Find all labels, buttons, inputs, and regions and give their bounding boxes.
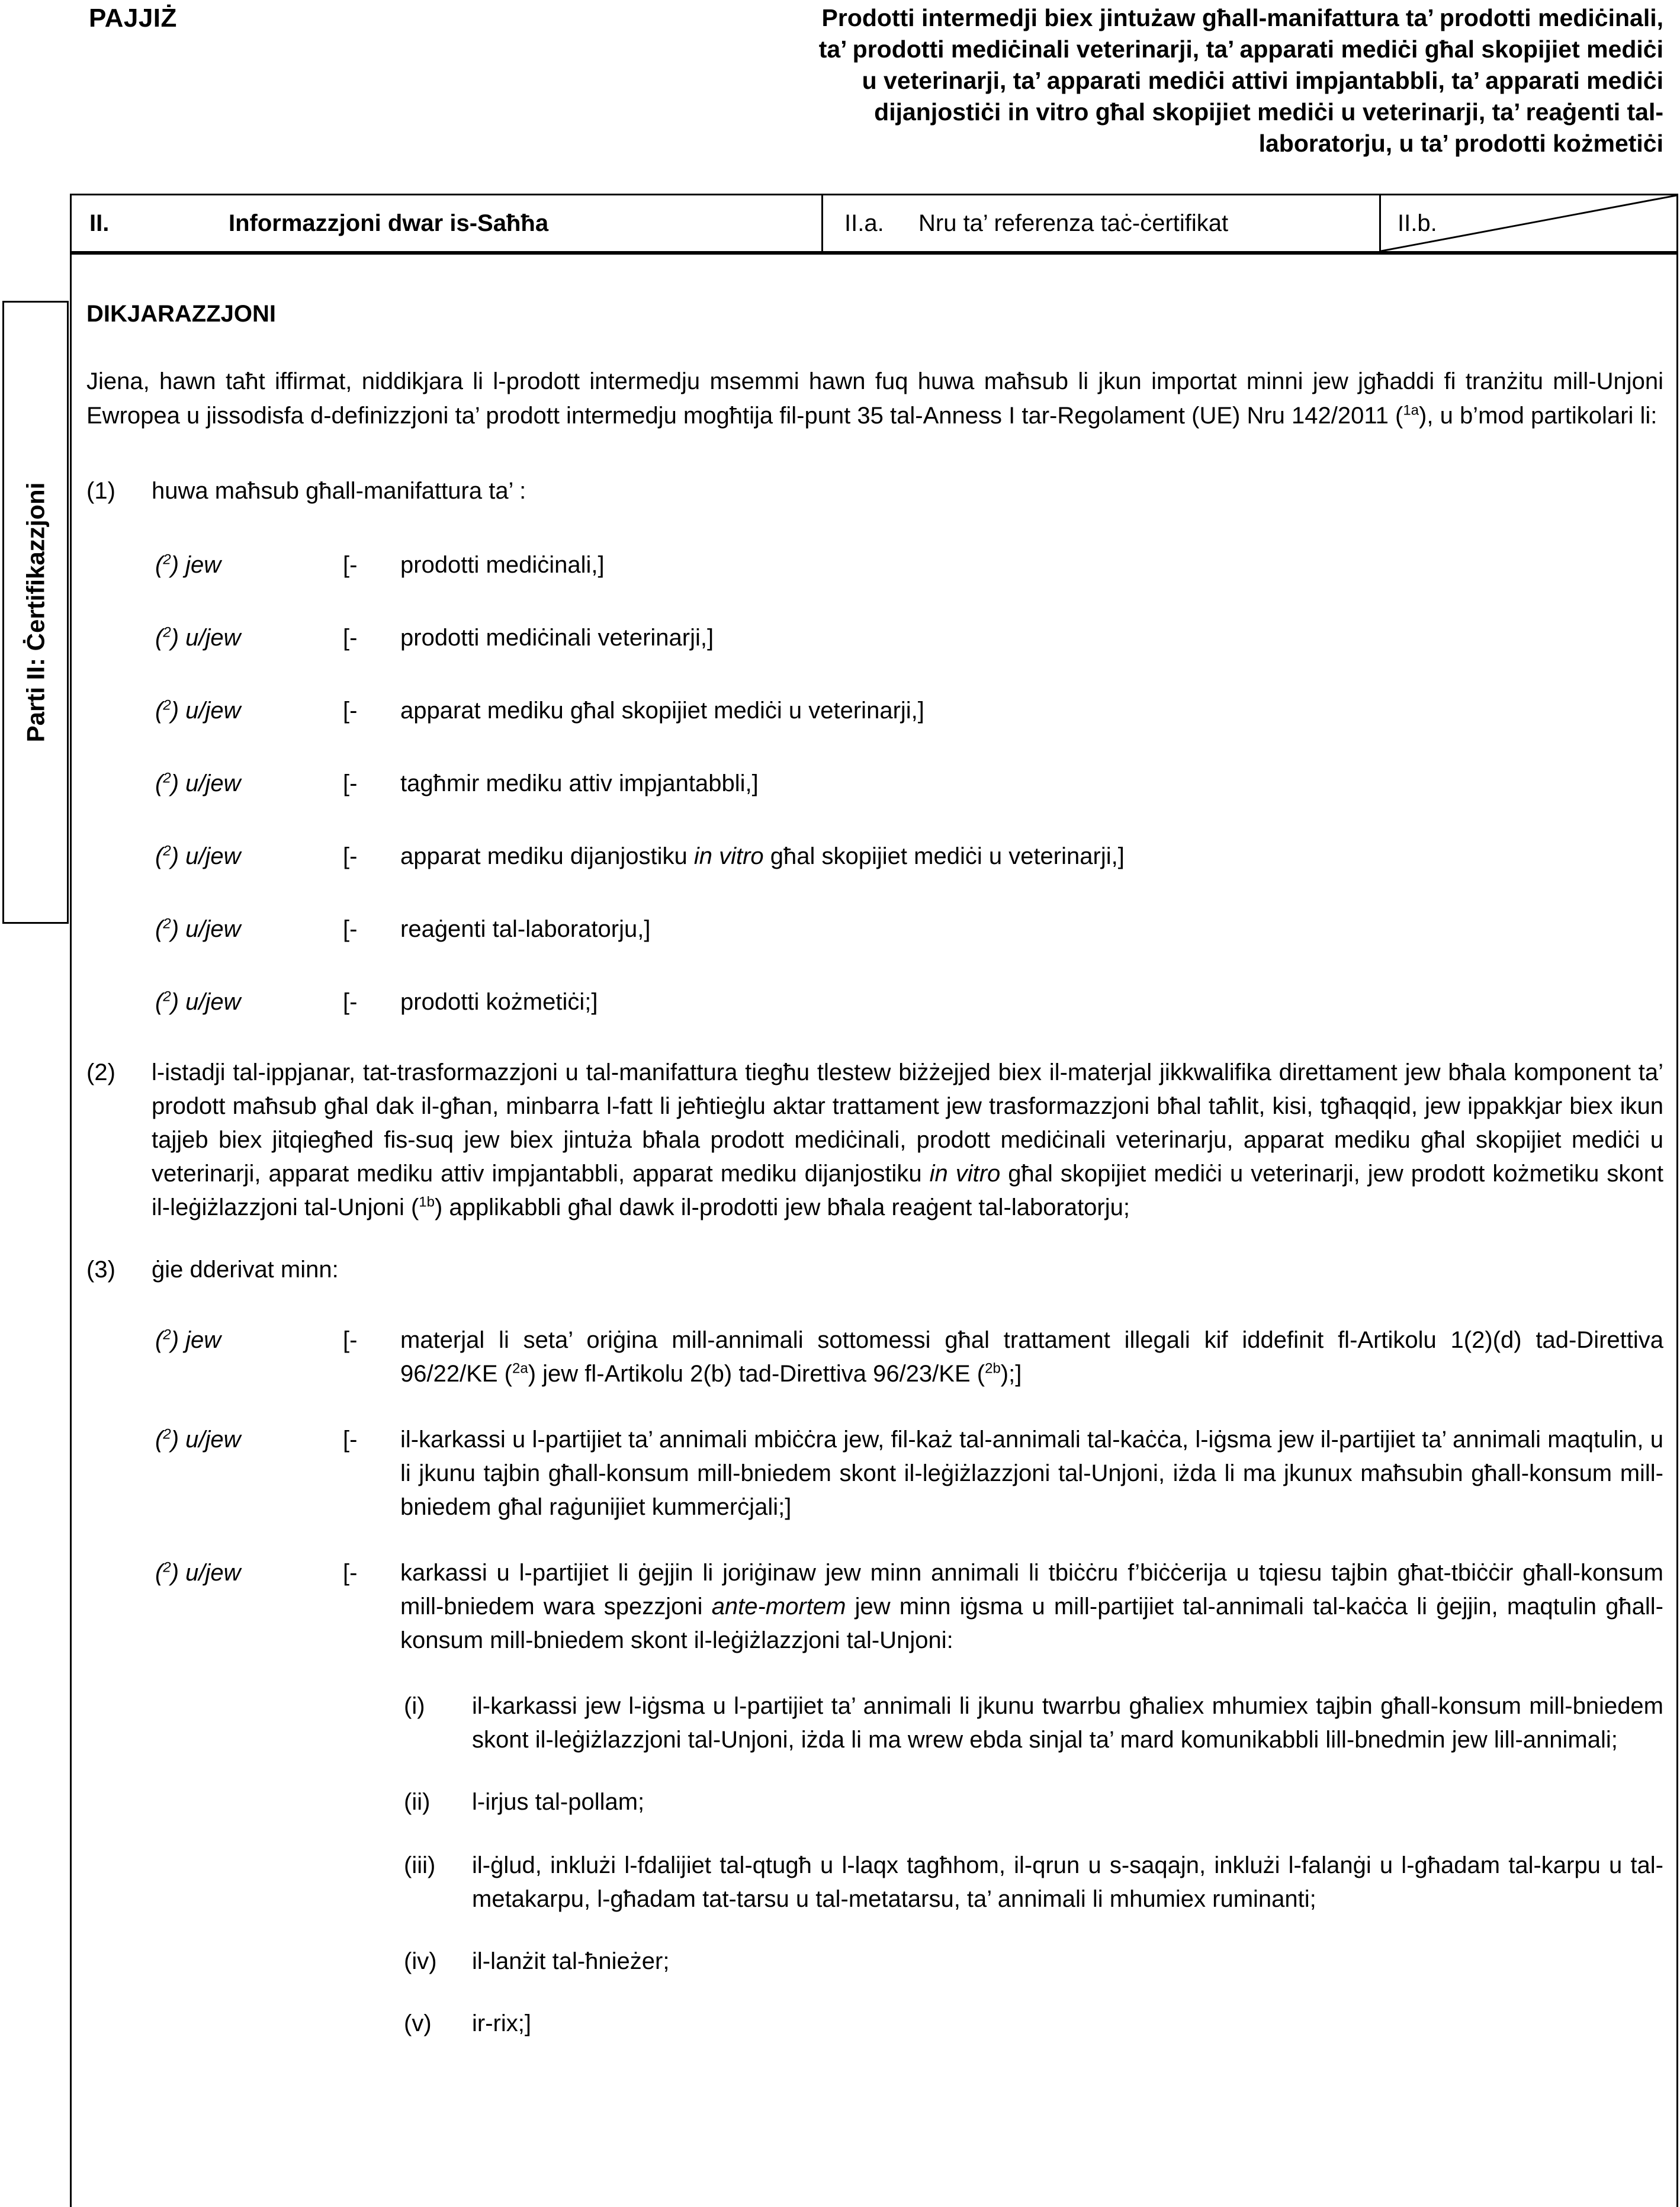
diagonal-strike-line bbox=[1381, 195, 1676, 251]
option-condition: ($^2$) u/jew bbox=[155, 770, 241, 796]
option-bracket: [- bbox=[343, 698, 358, 724]
option-row bbox=[155, 548, 1663, 582]
option-bracket: [- bbox=[343, 843, 358, 869]
cell-number: II. bbox=[89, 210, 110, 236]
option-row bbox=[155, 1323, 1663, 1391]
roman-text: il-lanżit tal-ħnieżer; bbox=[472, 1948, 670, 1974]
option-condition: ($^2$) u/jew bbox=[155, 1426, 241, 1453]
item-1-options bbox=[155, 548, 1663, 1019]
option-text: materjal li seta’ oriġina mill-annimali sottomessi għal trattament illegali kif iddefinit fl-Artikolu 1(2)(d) tad-Direttiva 96/22/KE ($^{2a}$) jew fl-Artikolu 2(b) tad-Direttiva 96/23/KE ($^{2b}$);] bbox=[400, 1327, 1663, 1387]
option-bracket: [- bbox=[343, 1427, 358, 1453]
option-text: apparat mediku għal skopijiet mediċi u veterinarji,] bbox=[400, 698, 924, 724]
option-text: tagħmir mediku attiv impjantabbli,] bbox=[400, 770, 759, 796]
cell-label: Nru ta’ referenza taċ-ċertifikat bbox=[918, 210, 1229, 236]
option-condition: ($^2$) jew bbox=[155, 1326, 221, 1353]
option-condition: ($^2$) u/jew bbox=[155, 624, 241, 651]
derived-sources-roman-list bbox=[400, 1689, 1663, 2041]
item-number: (2) bbox=[86, 1059, 115, 1085]
cell-number: II.a. bbox=[844, 210, 884, 236]
roman-number: (v) bbox=[404, 2010, 432, 2036]
cell-label: Informazzjoni dwar is-Saħħa bbox=[229, 210, 549, 236]
option-row bbox=[155, 985, 1663, 1019]
option-bracket: [- bbox=[343, 1560, 358, 1586]
declaration-heading: DIKJARAZZJONI bbox=[86, 301, 277, 327]
declaration-item-2 bbox=[86, 1056, 1663, 1225]
option-row bbox=[155, 913, 1663, 946]
roman-item bbox=[400, 1785, 1663, 1819]
option-text: apparat mediku dijanjostiku in vitro għal skopijiet mediċi u veterinarji,] bbox=[400, 843, 1125, 869]
option-condition: ($^2$) u/jew bbox=[155, 843, 241, 869]
option-bracket: [- bbox=[343, 770, 358, 796]
option-bracket: [- bbox=[343, 625, 358, 651]
roman-text: l-irjus tal-pollam; bbox=[472, 1789, 645, 1815]
roman-item bbox=[400, 1849, 1663, 1916]
item-number: (3) bbox=[86, 1257, 115, 1283]
option-condition: ($^2$) jew bbox=[155, 551, 221, 578]
item-text: ġie dderivat minn: bbox=[152, 1257, 339, 1283]
option-row bbox=[155, 621, 1663, 655]
option-row bbox=[155, 1423, 1663, 1524]
option-condition: ($^2$) u/jew bbox=[155, 697, 241, 724]
declaration-intro: Jiena, hawn taħt iffirmat, niddikjara li l-prodott intermedju msemmi hawn fuq huwa maħsub li jkun importat minni jew jgħaddi fi tranżitu mill-Unjoni Ewropea u jissodisfa d-definizzjoni ta’ prodott intermedju mogħtija fil-punt 35 tal-Anness I tar-Regolament (UE) Nru 142/2011 ($^{1a}$), u b’mod partikolari li: bbox=[86, 368, 1663, 429]
part-ii-sidebar bbox=[2, 301, 69, 924]
certificate-body bbox=[70, 255, 1678, 2207]
table-cell-certificate-reference bbox=[821, 195, 1379, 251]
option-row bbox=[155, 767, 1663, 801]
declaration-item-3 bbox=[86, 1253, 1663, 1287]
option-row bbox=[155, 840, 1663, 873]
option-text: prodotti mediċinali veterinarji,] bbox=[400, 625, 714, 651]
roman-number: (ii) bbox=[404, 1789, 431, 1815]
item-3-options bbox=[155, 1323, 1663, 2041]
option-bracket: [- bbox=[343, 916, 358, 942]
roman-number: (i) bbox=[404, 1693, 425, 1719]
roman-text: il-ġlud, inklużi l-fdalijiet tal-qtugħ u l-laqx tagħhom, il-qrun u s-saqajn, inklużi l-falanġi u l-għadam tal-karpu u tal-metakarpu, l-għadam tat-tarsu u tal-metatarsu, ta’ annimali li mhumiex ruminanti; bbox=[472, 1852, 1663, 1912]
roman-number: (iii) bbox=[404, 1852, 436, 1878]
option-bracket: [- bbox=[343, 1327, 358, 1353]
option-condition: ($^2$) u/jew bbox=[155, 1559, 241, 1586]
option-condition: ($^2$) u/jew bbox=[155, 988, 241, 1015]
option-text: il-karkassi u l-partijiet ta’ annimali mbiċċra jew, fil-każ tal-annimali tal-kaċċa, l-iġsma jew il-partijiet ta’ annimali maqtulin, u li jkunu tajbin għall-konsum mill-bniedem skont il-leġiżlazzjoni tal-Unjoni, iżda li ma jkunux maħsubin għall-konsum mill-bniedem għal raġunijiet kummerċjali;] bbox=[400, 1427, 1663, 1520]
roman-number: (iv) bbox=[404, 1948, 437, 1974]
option-text: prodotti kożmetiċi;] bbox=[400, 989, 598, 1015]
item-text: huwa maħsub għall-manifattura ta’ : bbox=[152, 478, 526, 504]
country-label: PAJJIŻ bbox=[89, 4, 177, 33]
item-text: l-istadji tal-ippjanar, tat-trasformazzjoni u tal-manifattura tiegħu tlestew biżżejjed biex il-materjal jikkwalifika direttament jew bħala komponent ta’ prodott maħsub għal dak il-għan, minbarra l-fatt li jeħtieġlu aktar trattament jew trasformazzjoni bħal taħlit, kisi, tgħaqqid, jew ippakkjar biex ikun tajjeb biex jitqiegħed fis-suq jew biex jintuża bħala prodott mediċinali, prodott mediċinali veterinarju, apparat mediku għal skopijiet mediċi u veterinarji, apparat mediku attiv impjantabbli, apparat mediku dijanjostiku in vitro għal skopijiet mediċi u veterinarji, jew prodott kożmetiku skont il-leġiżlazzjoni tal-Unjoni ($^{1b}$) applikabbli għal dawk il-prodotti jew bħala reaġent tal-laboratorju; bbox=[152, 1059, 1663, 1220]
part-ii-label: Parti II: Ċertifikazzjoni bbox=[21, 482, 49, 743]
option-bracket: [- bbox=[343, 552, 358, 578]
certificate-title: Prodotti intermedji biex jintużaw għall-manifattura ta’ prodotti mediċinali, ta’ prodotti mediċinali veterinarji, ta’ apparati mediċi għal skopijiet mediċi u veterinarji, ta’ apparati mediċi attivi impjantabbli, ta’ apparati mediċi dijanjostiċi in vitro għal skopijiet mediċi u veterinarji, ta’ reaġenti tal-laboratorju, u ta’ prodotti kożmetiċi bbox=[818, 4, 1663, 157]
roman-item bbox=[400, 1945, 1663, 1978]
option-text: reaġenti tal-laboratorju,] bbox=[400, 916, 651, 942]
item-number: (1) bbox=[86, 478, 115, 504]
table-cell-iib bbox=[1379, 195, 1676, 251]
roman-text: il-karkassi jew l-iġsma u l-partijiet ta’ annimali li jkunu twarrbu għaliex mhumiex tajbin għall-konsum mill-bniedem skont il-leġiżlazzjoni tal-Unjoni, iżda li ma wrew ebda sinjal ta’ mard komunikabbli lill-bnedmin jew lill-annimali; bbox=[472, 1693, 1663, 1753]
table-cell-health-info bbox=[72, 195, 821, 251]
roman-text: ir-rix;] bbox=[472, 2010, 531, 2036]
option-text: karkassi u l-partijiet li ġejjin li joriġinaw jew minn annimali li tbiċċru f’biċċerija u tqiesu tajbin għat-tbiċċir għall-konsum mill-bniedem wara spezzjoni ante-mortem jew minn iġsma u mill-partijiet tal-annimali tal-kaċċa li ġejjin, maqtulin għall-konsum mill-bniedem skont il-leġiżlazzjoni tal-Unjoni: bbox=[400, 1560, 1663, 1653]
option-row bbox=[155, 694, 1663, 728]
declaration-item-1 bbox=[86, 474, 1663, 508]
certificate-header-table bbox=[70, 194, 1678, 255]
roman-item bbox=[400, 1689, 1663, 1757]
option-row bbox=[155, 1556, 1663, 1657]
option-text: prodotti mediċinali,] bbox=[400, 552, 605, 578]
cell-number: II.b. bbox=[1398, 210, 1437, 236]
option-condition: ($^2$) u/jew bbox=[155, 915, 241, 942]
roman-item bbox=[400, 2007, 1663, 2041]
option-bracket: [- bbox=[343, 989, 358, 1015]
